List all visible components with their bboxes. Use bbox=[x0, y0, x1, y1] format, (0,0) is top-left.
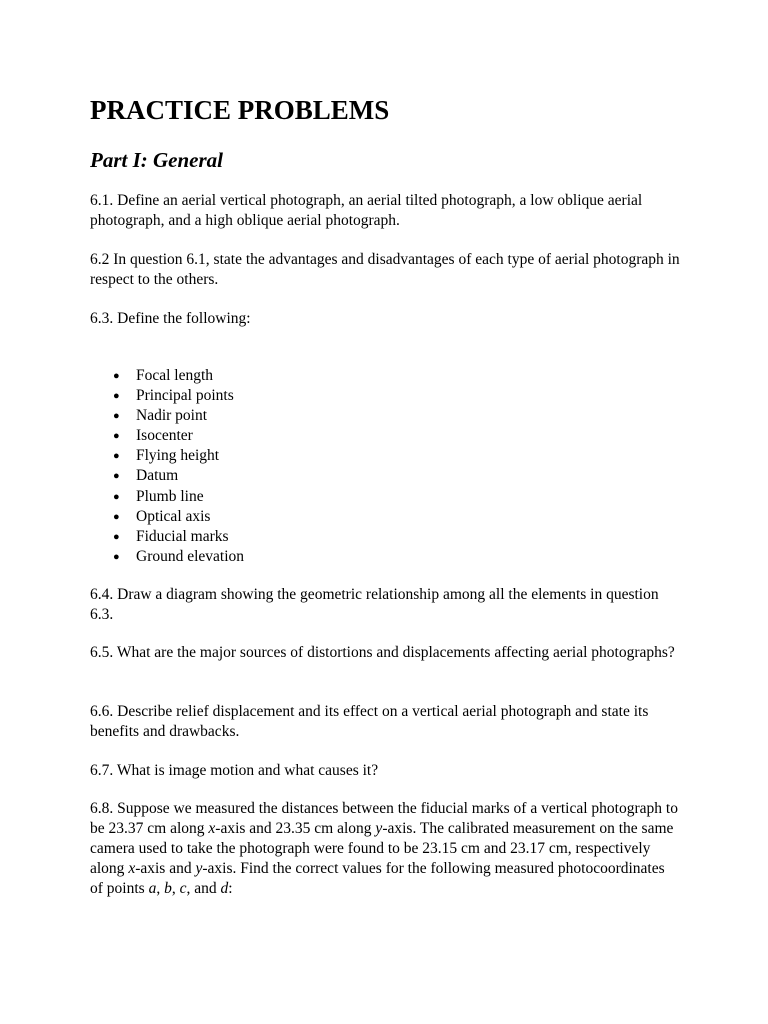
question-6-4: 6.4. Draw a diagram showing the geometric relationship among all the elements in question 6.3. bbox=[90, 586, 659, 623]
term-label: Datum bbox=[136, 467, 179, 485]
list-item bbox=[90, 426, 244, 446]
term-label: Plumb line bbox=[136, 487, 204, 505]
list-item bbox=[90, 446, 244, 466]
axis-variable: y bbox=[375, 820, 383, 837]
term-label: Flying height bbox=[136, 447, 220, 465]
question-6-6: 6.6. Describe relief displacement and its effect on a vertical aerial photograph and state its benefits and drawbacks. bbox=[90, 703, 649, 740]
question-text: , bbox=[156, 880, 165, 897]
bullet-icon: ● bbox=[113, 470, 120, 483]
point-label: d bbox=[220, 880, 229, 897]
axis-variable: x bbox=[128, 860, 136, 877]
term-label: Fiducial marks bbox=[136, 527, 229, 545]
question-text: : bbox=[228, 880, 233, 897]
question-6-7: 6.7. What is image motion and what causes it? bbox=[90, 762, 379, 779]
axis-variable: x bbox=[208, 820, 216, 837]
question-text: , bbox=[171, 880, 180, 897]
point-label: b bbox=[164, 880, 172, 897]
list-item bbox=[90, 507, 244, 527]
list-item bbox=[90, 386, 244, 406]
question-text: 6.8. Suppose we measured the distances between the fiducial marks of a vertical photograph to be 23.37 cm along bbox=[90, 800, 678, 837]
bullet-icon: ● bbox=[113, 390, 120, 403]
question-6-5: 6.5. What are the major sources of distortions and displacements affecting aerial photographs? bbox=[90, 644, 675, 661]
bullet-icon: ● bbox=[113, 550, 120, 563]
question-text: , and bbox=[186, 880, 221, 897]
question-text: -axis. The calibrated measurement on the same camera used to take the photograph were found to be 23.15 cm and 23.17 cm, respectively along bbox=[90, 820, 674, 877]
question-6-1: 6.1. Define an aerial vertical photograph, an aerial tilted photograph, a low oblique aerial photograph, and a high oblique aerial photograph. bbox=[90, 192, 643, 229]
question-text: -axis and bbox=[135, 860, 196, 877]
terms-list bbox=[90, 366, 244, 567]
bullet-icon: ● bbox=[113, 530, 120, 543]
list-item bbox=[90, 527, 244, 547]
question-text: -axis. Find the correct values for the following measured photocoordinates of points bbox=[90, 860, 665, 897]
list-item bbox=[90, 466, 244, 486]
question-text: -axis and 23.35 cm along bbox=[215, 820, 376, 837]
list-item bbox=[90, 487, 244, 507]
term-label: Ground elevation bbox=[136, 547, 245, 565]
bullet-icon: ● bbox=[113, 370, 120, 382]
term-label: Nadir point bbox=[136, 407, 208, 425]
term-label: Isocenter bbox=[136, 427, 193, 445]
point-label: a bbox=[148, 880, 157, 897]
term-label: Optical axis bbox=[136, 507, 211, 525]
list-item bbox=[90, 547, 244, 567]
bullet-icon: ● bbox=[113, 490, 120, 503]
question-6-3: 6.3. Define the following: bbox=[90, 310, 251, 327]
question-6-8 bbox=[90, 799, 680, 899]
section-heading: Part I: General bbox=[90, 148, 223, 172]
term-label: Focal length bbox=[136, 367, 214, 384]
page-title: PRACTICE PROBLEMS bbox=[90, 95, 390, 125]
bullet-icon: ● bbox=[113, 450, 120, 463]
point-label: c bbox=[179, 880, 187, 897]
bullet-icon: ● bbox=[113, 430, 120, 443]
bullet-icon: ● bbox=[113, 410, 120, 423]
bullet-icon: ● bbox=[113, 510, 120, 523]
axis-variable: y bbox=[195, 860, 203, 877]
list-item bbox=[90, 406, 244, 426]
list-item bbox=[90, 366, 244, 386]
term-label: Principal points bbox=[136, 387, 234, 405]
question-6-2: 6.2 In question 6.1, state the advantages and disadvantages of each type of aerial photograph in respect to the others. bbox=[90, 251, 680, 288]
